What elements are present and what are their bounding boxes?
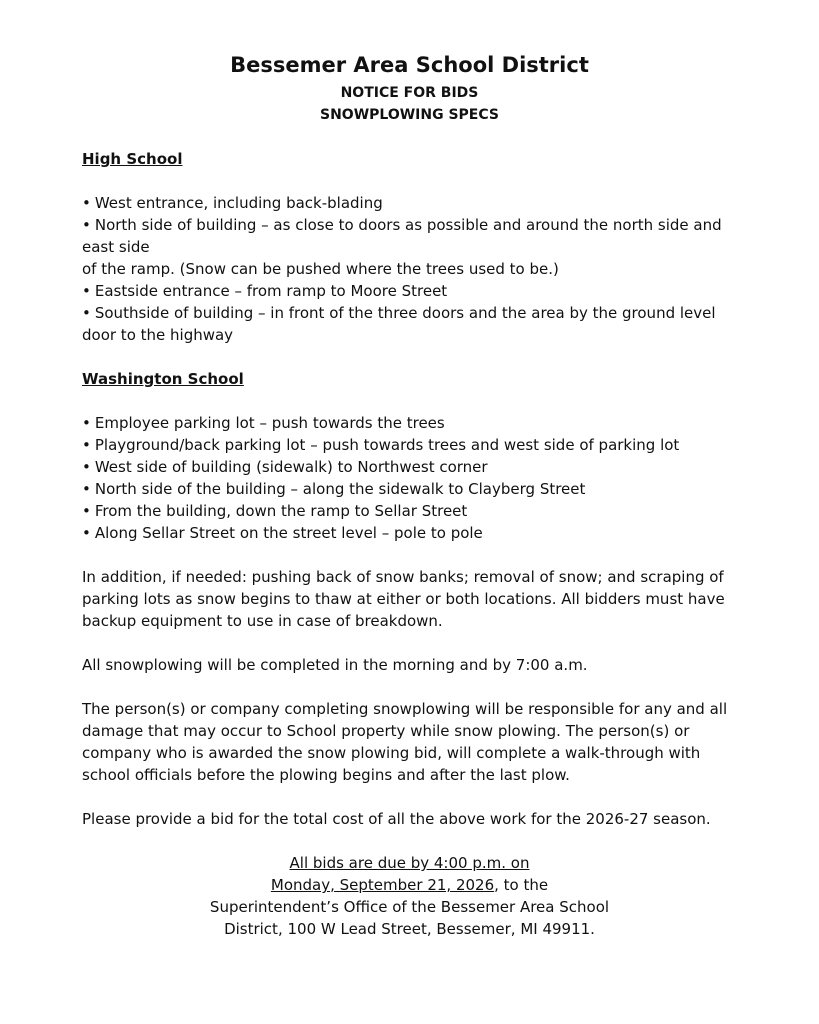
- address-line: District, 100 W Lead Street, Bessemer, MI 49911.: [224, 920, 595, 938]
- bid-notice-page: [82, 48, 742, 940]
- bid-request-paragraph: Please provide a bid for the total cost of all the above work for the 2026-27 season.: [82, 810, 711, 828]
- section-heading-washington-school: Washington School: [82, 370, 244, 388]
- bullet-icon: •: [82, 502, 91, 520]
- liability-paragraph: The person(s) or company completing snowplowing will be responsible for any and all damage that may occur to School property while snow plowing. The person(s) or company who is awarded the snow plowing bid, will complete a walk-through with school officials before the plowing begins and after the last plow.: [82, 700, 728, 784]
- bullet-icon: •: [82, 216, 91, 234]
- bullet-icon: •: [82, 480, 91, 498]
- bid-deadline-block: [82, 852, 737, 940]
- bullet-icon: •: [82, 194, 91, 212]
- bullet-icon: •: [82, 524, 91, 542]
- list-item: • North side of building – as close to doors as possible and around the north side and east side: [82, 216, 722, 256]
- high-school-list: [82, 192, 742, 346]
- specs-subtitle: SNOWPLOWING SPECS: [320, 107, 499, 123]
- bullet-icon: •: [82, 414, 91, 432]
- list-item: • West side of building (sidewalk) to Northwest corner: [82, 458, 488, 476]
- bullet-icon: •: [82, 282, 91, 300]
- document-title: Bessemer Area School District: [230, 53, 589, 77]
- office-line: Superintendent’s Office of the Bessemer Area School: [209, 898, 610, 916]
- document-body: [82, 148, 742, 940]
- notice-subtitle: NOTICE FOR BIDS: [340, 85, 479, 101]
- document-header: [82, 48, 737, 126]
- list-item: • Southside of building – in front of the three doors and the area by the ground level door to the highway: [82, 304, 716, 344]
- timing-paragraph: All snowplowing will be completed in the morning and by 7:00 a.m.: [82, 656, 588, 674]
- bullet-icon: •: [82, 436, 91, 454]
- washington-school-list: [82, 412, 742, 544]
- list-item: • From the building, down the ramp to Sellar Street: [82, 502, 468, 520]
- list-item: • Eastside entrance – from ramp to Moore Street: [82, 282, 448, 300]
- bullet-icon: •: [82, 458, 91, 476]
- list-item: • Playground/back parking lot – push towards trees and west side of parking lot: [82, 436, 680, 454]
- list-item: • West entrance, including back-blading: [82, 194, 383, 212]
- additional-work-paragraph: In addition, if needed: pushing back of snow banks; removal of snow; and scraping of parking lots as snow begins to thaw at either or both locations. All bidders must have backup equipment to use in case of breakdown.: [82, 568, 725, 630]
- deadline-time: All bids are due by 4:00 p.m. on: [289, 854, 530, 872]
- deadline-date: Monday, September 21, 2026: [270, 876, 495, 894]
- list-item: • North side of the building – along the sidewalk to Clayberg Street: [82, 480, 586, 498]
- list-item: • Employee parking lot – push towards the trees: [82, 414, 445, 432]
- list-item-continuation: of the ramp. (Snow can be pushed where the trees used to be.): [82, 260, 559, 278]
- section-heading-high-school: High School: [82, 150, 183, 168]
- list-item: • Along Sellar Street on the street level – pole to pole: [82, 524, 483, 542]
- deadline-date-line: Monday, September 21, 2026, to the: [270, 876, 549, 894]
- deadline-line: [82, 852, 737, 874]
- bullet-icon: •: [82, 304, 91, 322]
